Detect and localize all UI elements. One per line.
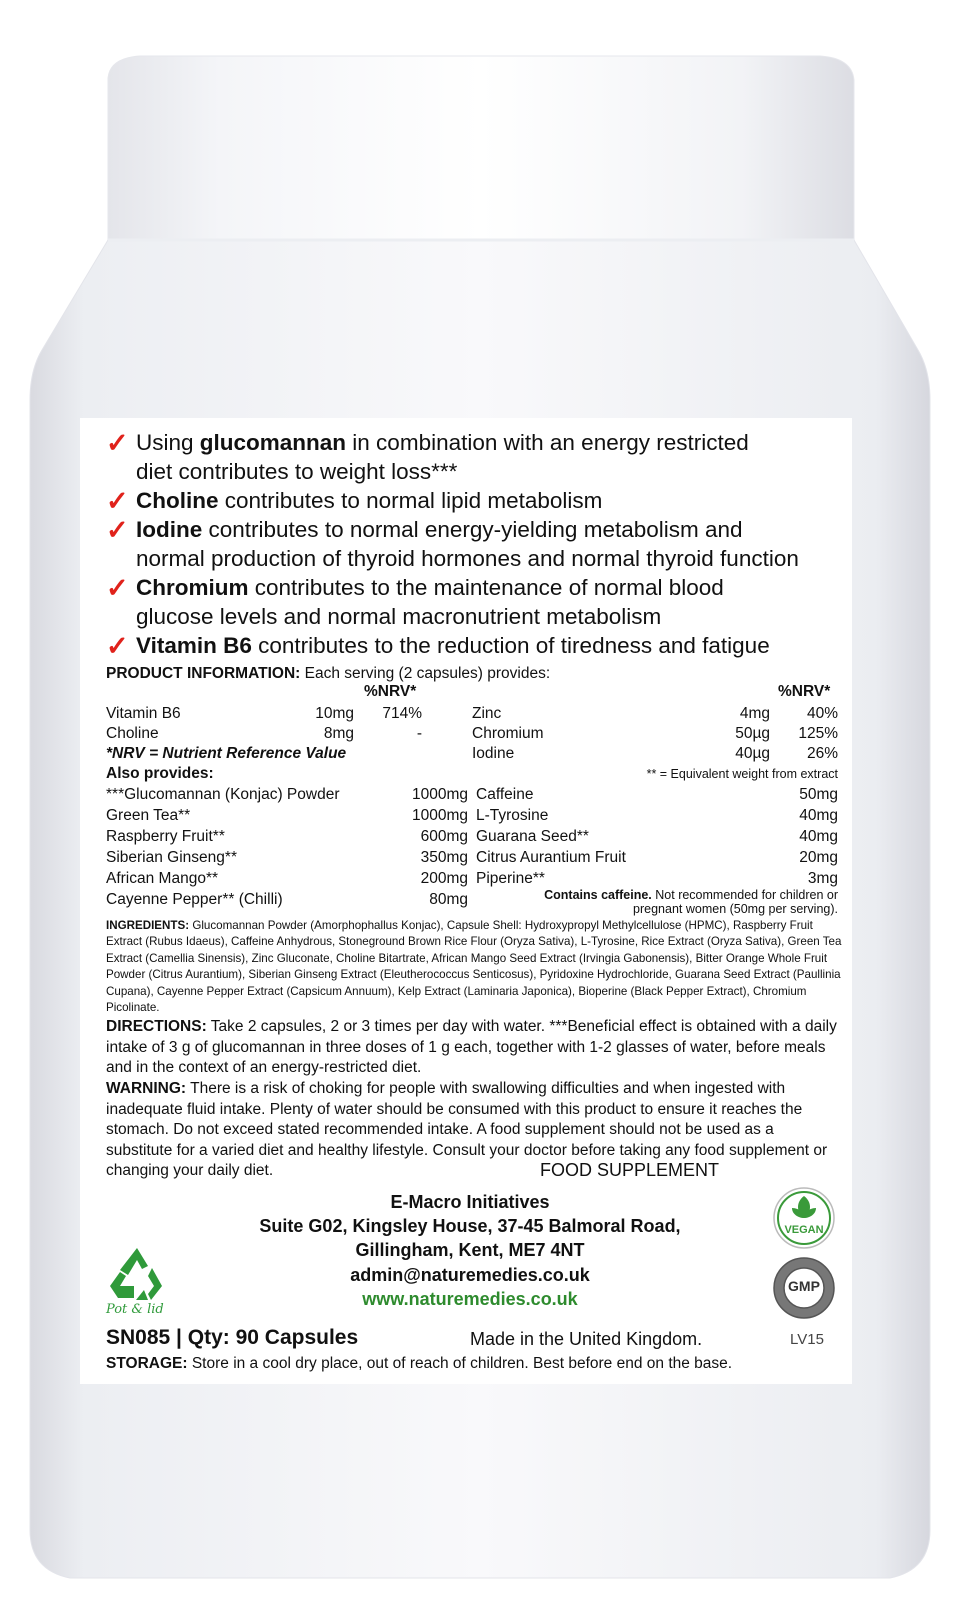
also-name: Siberian Ginseng** [106, 849, 237, 866]
extract-note: ** = Equivalent weight from extract [646, 767, 838, 781]
nutrient-name: Vitamin B6 [106, 705, 181, 722]
nutrient-name: Iodine [472, 745, 515, 762]
company-email: admin@naturemedies.co.uk [350, 1265, 590, 1285]
check-icon: ✓ [106, 486, 129, 516]
product-code: SN085 | Qty: 90 Capsules [106, 1326, 359, 1349]
check-icon: ✓ [106, 428, 129, 458]
also-name: Raspberry Fruit** [106, 828, 225, 845]
also-amount: 40mg [799, 828, 838, 845]
nutrient-name: Choline [106, 725, 159, 742]
also-amount: 600mg [420, 828, 468, 845]
nutrient-amount: 8mg [323, 725, 354, 742]
nrv-header-left: %NRV* [364, 683, 417, 700]
also-amount: 200mg [420, 870, 468, 887]
also-amount: 1000mg [411, 786, 468, 803]
made-in-label: Made in the United Kingdom. [470, 1329, 703, 1349]
also-amount: 350mg [420, 849, 468, 866]
company-address-line1: Suite G02, Kingsley House, 37-45 Balmoral Road, [259, 1216, 681, 1236]
also-amount: 50mg [799, 786, 838, 803]
recycle-caption: Pot & lid [106, 1302, 164, 1317]
nutrient-amount: 50µg [735, 725, 770, 742]
nutrient-nrv: 714% [382, 705, 422, 722]
directions-text: DIRECTIONS: Take 2 capsules, 2 or 3 times per day with water. ***Beneficial effect is obtained with a daily intake of 3 g of glucomannan in three doses of 1 g each, together with 1-2 glasses of water, before meals and in the context of an energy-restricted diet. [106, 1018, 837, 1076]
also-name: Guarana Seed** [476, 828, 589, 845]
product-label: ✓ Using glucomannan in combination with an energy restricted diet contributes to weight loss*** ✓ Choline contributes to normal lipid metabolism ✓ Iodine contributes to normal energy-yielding metabolism and normal production of thyroid hormones and normal thyroid function ✓ Chromium contributes to the maintenance of normal blood glucose levels and normal macronutrient metabolism ✓ Vitamin B6 contributes to the reduction of tiredness and fatigue PRODUCT INFORMATION: Each serving (2 capsules) provides: %NRV* %NRV* Vitamin B6 10mg 714% Choline 8mg - Zinc 4mg 40% Chromium 50µg 125% Iodine 40µg 26% *NRV = Nutrient Reference Value Also provides: ** = Equivalent weight from extract ***Glucomannan (Konjac) Powder 1000mg Green Tea** 1000mg Raspberry Fruit** 600mg Siberian Ginseng** 350mg African Mango** 200mg Cayenne Pepper** (Chilli) 80mg Caffeine 50mg L-Tyrosine 40mg Guarana Seed** 40mg Citrus Aurantium Fruit 20mg Piperine** 3mg Contains caffeine. Not recommended for children or pregnant women (50mg per serving). INGREDIENTS: Glucomannan Powder (Amorphophallus Konjac), Capsule Shell: Hydroxypropyl Methylcellulose (HPMC), Raspberry Fruit Extract (Rubus Idaeus), Caffeine Anhydrous, Stoneground Brown Rice Flour (Oryza Sativa), L-Tyrosine, Rice Extract (Oryza Sativa), Green Tea Extract (Camellia Sinensis), Zinc Gluconate, Choline Bitartrate, African Mango Seed Extract (Irvingia Gabonensis), Bitter Orange Whole Fruit Powder (Citrus Aurantium), Siberian Ginseng Extract (Eleutherococcus Senticosus), Pyridoxine Hydrochloride, Guarana Seed Extract (Paullinia Cupana), Cayenne Pepper Extract (Capsicum Annuum), Kelp Extract (Laminaria Japonica), Bioperine (Black Pepper Extract), Chromium Picolinate. DIRECTIONS: Take 2 capsules, 2 or 3 times per day with water. ***Beneficial effect is obtained with a daily intake of 3 g of glucomannan in three doses of 1 g each, together with 1-2 glasses of water, before meals and in the context of an energy-restricted diet. WARNING: There is a risk of choking for people with swallowing difficulties and when ingested with inadequate fluid intake. Plenty of water should be consumed with this product to ensure it reaches the stomach. Do not exceed stated recommended intake. A food supplement should not be used as a substitute for a varied diet and healthy lifestyle. Consult your doctor before taking any food supplement or changing your daily diet. FOOD SUPPLEMENT E-Macro Initiatives Suite G02, Kingsley House, 37-45 Balmoral Road, Gillingham, Kent, ME7 4NT admin@naturemedies.co.uk www.naturemedies.co.uk Pot & lid VEGAN GMP SN085 | Qty: 90 Capsules Made in the United Kingdom. LV15 STORAGE: Store in a cool dry place, out of reach of children. Best before end on the base. [80, 418, 852, 1384]
also-name: Cayenne Pepper** (Chilli) [106, 891, 283, 908]
nutrient-nrv: 40% [806, 705, 838, 722]
vegan-badge: VEGAN [772, 1186, 836, 1250]
gmp-badge: GMP [772, 1256, 836, 1320]
bottle-cap [108, 56, 854, 240]
also-amount: 1000mg [411, 807, 468, 824]
nrv-note: *NRV = Nutrient Reference Value [106, 745, 347, 762]
also-name: African Mango** [106, 870, 219, 887]
food-supplement-label: FOOD SUPPLEMENT [540, 1160, 720, 1180]
also-amount: 40mg [799, 807, 838, 824]
also-name: Piperine** [476, 870, 545, 887]
nutrient-nrv: 125% [798, 725, 838, 742]
also-name: Citrus Aurantium Fruit [476, 849, 626, 866]
also-amount: 3mg [807, 870, 838, 887]
nrv-header-right: %NRV* [778, 683, 831, 700]
also-provides-heading: Also provides: [106, 765, 214, 782]
product-info-heading: PRODUCT INFORMATION: Each serving (2 capsules) provides: [106, 665, 551, 682]
also-name: ***Glucomannan (Konjac) Powder [106, 786, 340, 803]
nutrient-amount: 10mg [315, 705, 354, 722]
storage-text: STORAGE: Store in a cool dry place, out of reach of children. Best before end on the base. [106, 1355, 733, 1372]
check-icon: ✓ [106, 631, 129, 661]
warning-text: WARNING: There is a risk of choking for people with swallowing difficulties and when ingested with inadequate fluid intake. Plenty of water should be consumed with this product to ensure it reaches the stomach. Do not exceed stated recommended intake. A food supplement should not be used as a substitute for a varied diet and healthy lifestyle. Consult your doctor before taking any food supplement or changing your daily diet. [106, 1080, 828, 1179]
also-amount: 20mg [799, 849, 838, 866]
caffeine-warning: Contains caffeine. Not recommended for children or pregnant women (50mg per serving). [544, 888, 838, 916]
version-code: LV15 [790, 1331, 824, 1348]
also-name: Green Tea** [106, 807, 191, 824]
ingredients-text: INGREDIENTS: Glucomannan Powder (Amorphophallus Konjac), Capsule Shell: Hydroxypropyl Methylcellulose (HPMC), Raspberry Fruit Extract (Rubus Idaeus), Caffeine Anhydrous, Stoneground Brown Rice Flour (Oryza Sativa), L-Tyrosine, Rice Extract (Oryza Sativa), Green Tea Extract (Camellia Sinensis), Zinc Gluconate, Choline Bitartrate, African Mango Seed Extract (Irvingia Gabonensis), Bitter Orange Whole Fruit Powder (Citrus Aurantium), Siberian Ginseng Extract (Eleutherococcus Senticosus), Pyridoxine Hydrochloride, Guarana Seed Extract (Paullinia Cupana), Cayenne Pepper Extract (Capsicum Annuum), Kelp Extract (Laminaria Japonica), Bioperine (Black Pepper Extract), Chromium Picolinate. [106, 919, 842, 1015]
nutrient-nrv: - [416, 725, 422, 742]
nutrient-name: Zinc [472, 705, 502, 722]
also-amount: 80mg [429, 891, 468, 908]
check-icon: ✓ [106, 573, 129, 603]
also-name: Caffeine [476, 786, 534, 803]
nutrient-name: Chromium [472, 725, 544, 742]
nutrient-amount: 40µg [735, 745, 770, 762]
company-address-line2: Gillingham, Kent, ME7 4NT [355, 1240, 585, 1260]
check-icon: ✓ [106, 515, 129, 545]
also-name: L-Tyrosine [476, 807, 549, 824]
company-website: www.naturemedies.co.uk [362, 1289, 578, 1309]
nutrient-amount: 4mg [739, 705, 770, 722]
company-name: E-Macro Initiatives [390, 1192, 550, 1212]
nutrient-nrv: 26% [806, 745, 838, 762]
